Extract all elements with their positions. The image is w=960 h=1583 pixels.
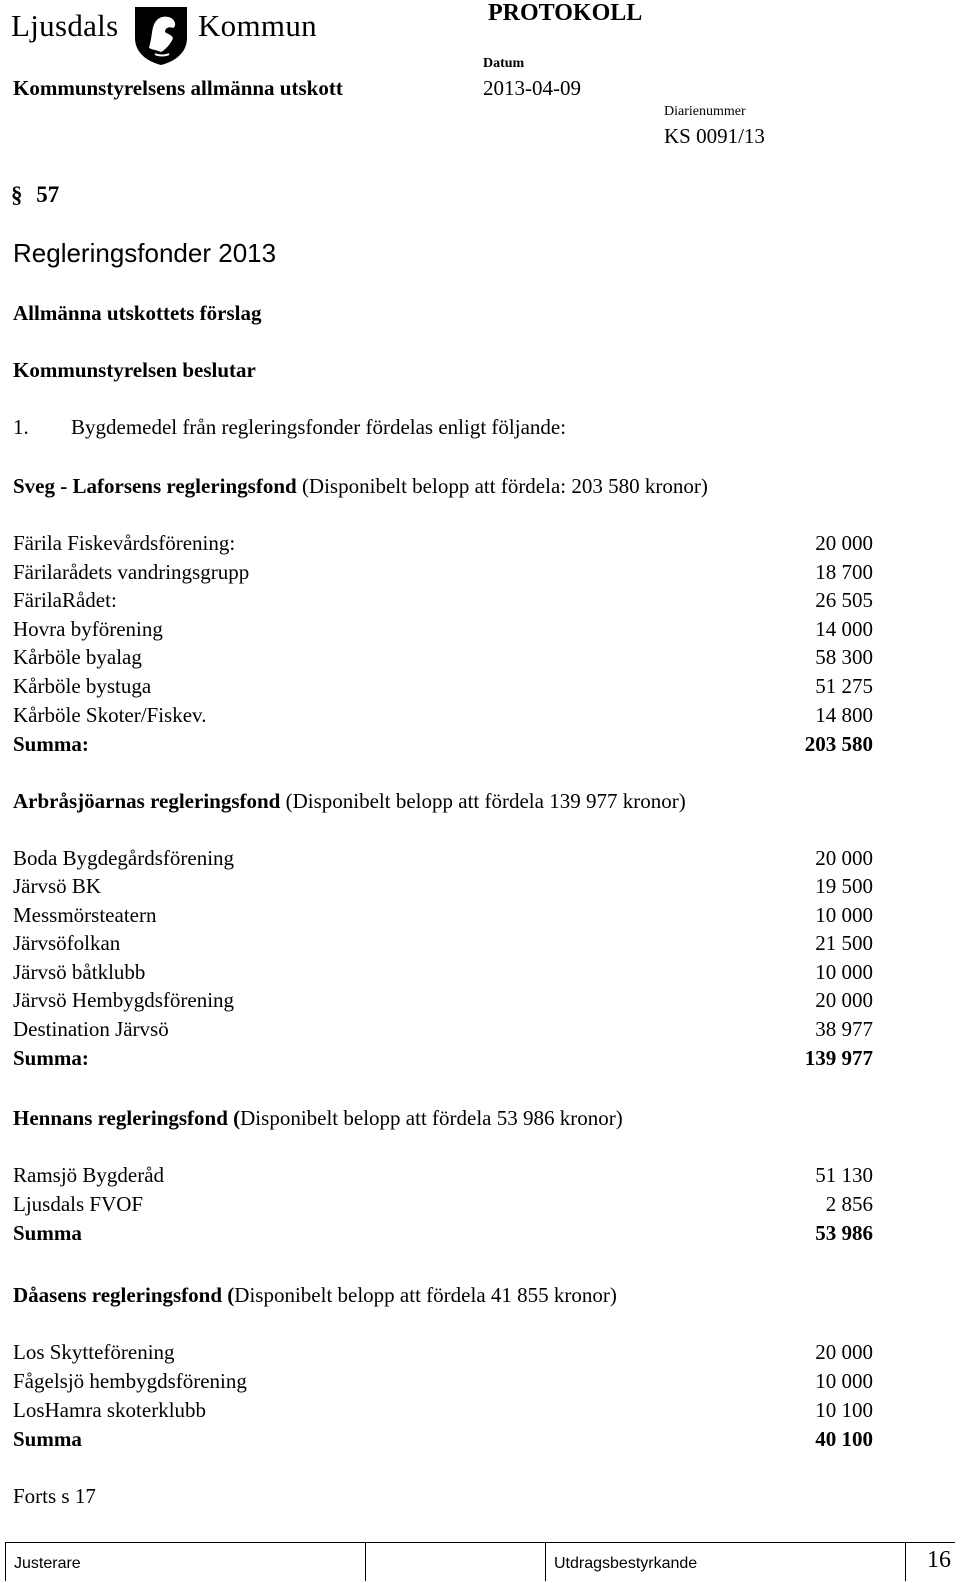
proposal-heading: Allmänna utskottets förslag <box>13 301 262 325</box>
utdrag-cell <box>545 1543 906 1581</box>
date-value: 2013-04-09 <box>483 76 581 100</box>
table-row <box>13 1369 873 1398</box>
logo-left-text: Ljusdals <box>11 8 119 43</box>
recipient-amount: 20 000 <box>815 531 873 555</box>
coat-of-arms-icon <box>131 4 191 66</box>
recipient-name: Järvsö Hembygdsförening <box>13 988 235 1012</box>
table-row <box>13 645 873 674</box>
recipient-amount: 14 000 <box>815 617 873 641</box>
fund-heading <box>13 1106 623 1131</box>
sum-amount: 203 580 <box>804 732 873 756</box>
table-row <box>13 874 873 903</box>
recipient-amount: 21 500 <box>815 931 873 955</box>
sum-label: Summa: <box>13 1046 89 1070</box>
sum-label: Summa <box>13 1221 82 1245</box>
page-number-cell <box>905 1543 956 1581</box>
recipient-name: Messmörsteatern <box>13 903 157 927</box>
recipient-name: Järvsö BK <box>13 874 102 898</box>
recipient-name: Boda Bygdegårdsförening <box>13 846 235 870</box>
item-text: Bygdemedel från regleringsfonder fördelas enligt följande: <box>71 415 567 439</box>
fund-note: (Disponibelt belopp att fördela: 203 580 kronor) <box>296 474 708 498</box>
sum-row <box>13 1427 873 1456</box>
fund-name: Arbråsjöarnas regleringsfond <box>13 789 281 813</box>
signature-cell <box>365 1543 546 1581</box>
recipient-name: Kårböle bystuga <box>13 674 152 698</box>
fund-name: Sveg - Laforsens regleringsfond <box>13 474 297 498</box>
sum-row <box>13 732 873 761</box>
committee-name: Kommunstyrelsens allmänna utskott <box>13 76 343 100</box>
table-row <box>13 1340 873 1369</box>
recipient-amount: 26 505 <box>815 588 873 612</box>
recipient-name: Järvsö båtklubb <box>13 960 146 984</box>
case-number-label: Diarienummer <box>664 104 746 119</box>
continuation-note: Forts s 17 <box>13 1484 96 1508</box>
table-row <box>13 1017 873 1046</box>
recipient-amount: 38 977 <box>815 1017 873 1041</box>
table-row <box>13 617 873 646</box>
fund-heading <box>13 474 708 499</box>
fund-note: (Disponibelt belopp att fördela 139 977 kronor) <box>280 789 686 813</box>
table-row <box>13 560 873 589</box>
case-number-value: KS 0091/13 <box>664 124 765 148</box>
recipient-name: Färilarådets vandringsgrupp <box>13 560 250 584</box>
recipient-amount: 14 800 <box>815 703 873 727</box>
recipient-amount: 10 000 <box>815 1369 873 1393</box>
table-row <box>13 1398 873 1427</box>
recipient-amount: 10 000 <box>815 960 873 984</box>
sum-label: Summa: <box>13 732 89 756</box>
recipient-name: Ramsjö Bygderåd <box>13 1163 165 1187</box>
table-row <box>13 846 873 875</box>
recipient-name: Kårböle Skoter/Fiskev. <box>13 703 207 727</box>
recipient-amount: 58 300 <box>815 645 873 669</box>
signature-footer <box>5 1542 955 1581</box>
section-number: 57 <box>36 182 60 207</box>
recipient-amount: 51 130 <box>815 1163 873 1187</box>
recipient-amount: 51 275 <box>815 674 873 698</box>
sum-amount: 53 986 <box>815 1221 873 1245</box>
fund-name: Hennans regleringsfond ( <box>13 1106 241 1130</box>
fund-heading <box>13 789 686 814</box>
recipient-name: FärilaRådet: <box>13 588 117 612</box>
sum-label: Summa <box>13 1427 82 1451</box>
table-row <box>13 960 873 989</box>
table-row <box>13 531 873 560</box>
justerare-label: Justerare <box>14 1555 81 1572</box>
recipient-amount: 10 000 <box>815 903 873 927</box>
logo-right-text: Kommun <box>198 8 317 43</box>
sum-row <box>13 1046 873 1075</box>
recipient-name: LosHamra skoterklubb <box>13 1398 207 1422</box>
fund-note: Disponibelt belopp att fördela 41 855 kronor) <box>234 1283 617 1307</box>
recipient-amount: 20 000 <box>815 846 873 870</box>
table-row <box>13 931 873 960</box>
section-symbol: § <box>11 182 23 207</box>
recipient-name: Los Skytteförening <box>13 1340 175 1364</box>
sum-amount: 40 100 <box>815 1427 873 1451</box>
recipient-amount: 20 000 <box>815 988 873 1012</box>
page-title: Regleringsfonder 2013 <box>13 238 277 268</box>
recipient-amount: 20 000 <box>815 1340 873 1364</box>
recipient-amount: 2 856 <box>825 1192 873 1216</box>
fund-note: Disponibelt belopp att fördela 53 986 kronor) <box>240 1106 623 1130</box>
recipient-name: Fågelsjö hembygdsförening <box>13 1369 247 1393</box>
recipient-name: Ljusdals FVOF <box>13 1192 144 1216</box>
recipient-name: Färila Fiskevårdsförening: <box>13 531 236 555</box>
utdrag-label: Utdragsbestyrkande <box>554 1555 698 1572</box>
table-row <box>13 1192 873 1221</box>
table-row <box>13 903 873 932</box>
recipient-amount: 19 500 <box>815 874 873 898</box>
table-row <box>13 1163 873 1192</box>
table-row <box>13 703 873 732</box>
date-label: Datum <box>483 56 525 71</box>
table-row <box>13 988 873 1017</box>
sum-amount: 139 977 <box>804 1046 873 1070</box>
recipient-name: Järvsöfolkan <box>13 931 121 955</box>
table-row <box>13 674 873 703</box>
sum-row <box>13 1221 873 1250</box>
recipient-amount: 10 100 <box>815 1398 873 1422</box>
paragraph-number <box>11 182 59 208</box>
recipient-name: Kårböle byalag <box>13 645 142 669</box>
table-row <box>13 588 873 617</box>
page-number: 16 <box>927 1547 951 1573</box>
item-number: 1. <box>13 415 29 439</box>
justerare-cell <box>5 1543 366 1581</box>
recipient-name: Destination Järvsö <box>13 1017 169 1041</box>
recipient-amount: 18 700 <box>815 560 873 584</box>
decision-heading: Kommunstyrelsen beslutar <box>13 358 256 382</box>
fund-heading <box>13 1283 617 1308</box>
document-type: PROTOKOLL <box>488 0 643 26</box>
fund-name: Dåasens regleringsfond ( <box>13 1283 235 1307</box>
recipient-name: Hovra byförening <box>13 617 163 641</box>
